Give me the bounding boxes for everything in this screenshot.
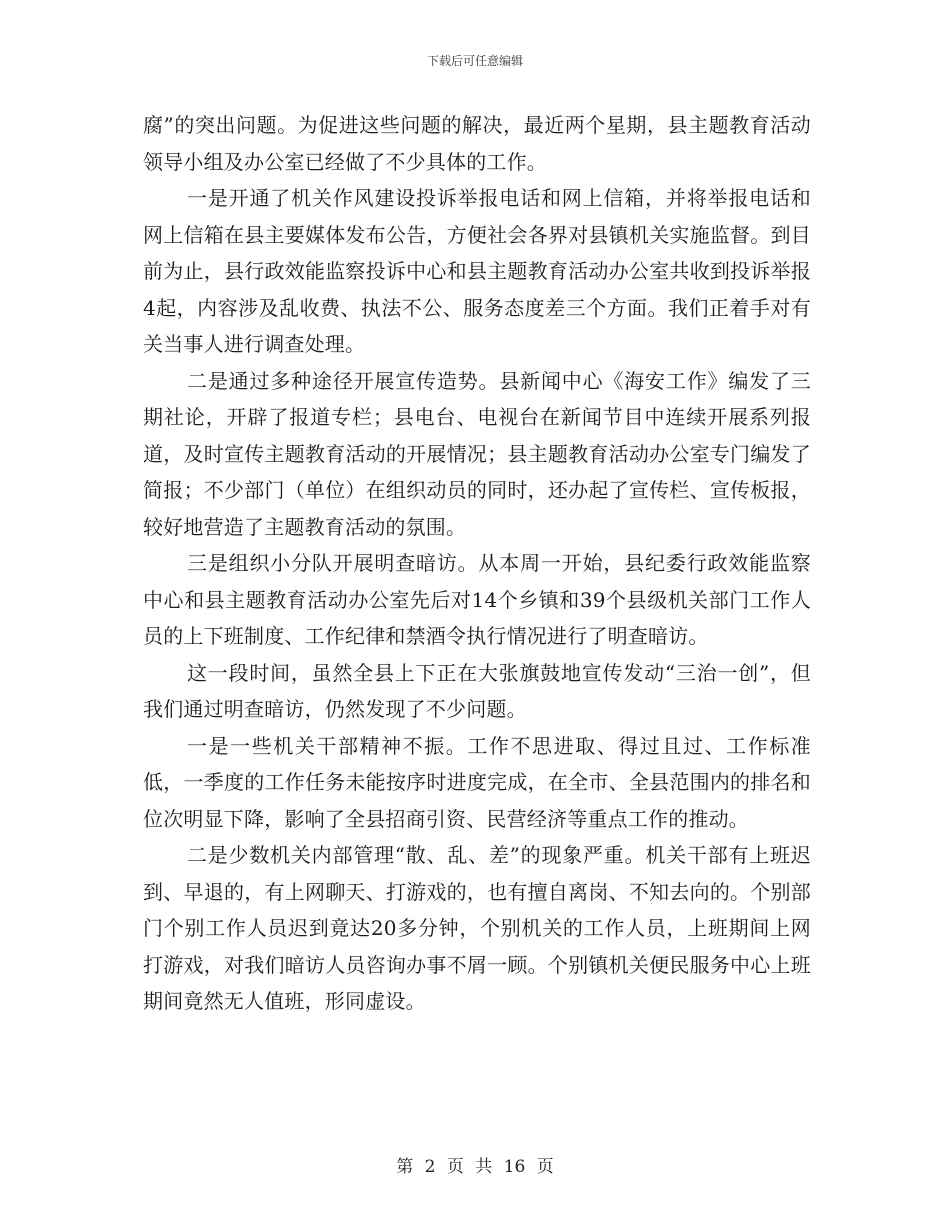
paragraph-1: 腐”的突出问题。为促进这些问题的解决，最近两个星期，县主题教育活动领导小组及办公室已经做了不少具体的工作。 <box>143 113 811 174</box>
paragraph-3: 二是通过多种途径开展宣传造势。县新闻中心《海安工作》编发了三期社论，开辟了报道专栏；县电台、电视台在新闻节目中连续开展系列报道，及时宣传主题教育活动的开展情况；县主题教育活动办公室专门编发了简报；不少部门（单位）在组织动员的同时，还办起了宣传栏、宣传板报，较好地营造了主题教育活动的氛围。 <box>143 368 811 539</box>
paragraph-2: 一是开通了机关作风建设投诉举报电话和网上信箱，并将举报电话和网上信箱在县主要媒体发布公告，方便社会各界对县镇机关实施监督。到目前为止，县行政效能监察投诉中心和县主题教育活动办公室共收到投诉举报4起，内容涉及乱收费、执法不公、服务态度差三个方面。我们正着手对有关当事人进行调查处理。 <box>143 186 811 356</box>
paragraph-7: 二是少数机关内部管理“散、乱、差”的现象严重。机关干部有上班迟到、早退的，有上网聊天、打游戏的，也有擅自离岗、不知去向的。个别部门个别工作人员迟到竟达20多分钟，个别机关的工作人员，上班期间上网打游戏，对我们暗访人员咨询办事不屑一顾。个别镇机关便民服务中心上班期间竟然无人值班，形同虚设。 <box>143 843 811 1013</box>
page-footer: 第 2 页 共 16 页 <box>396 1157 554 1177</box>
paragraph-4: 三是组织小分队开展明查暗访。从本周一开始，县纪委行政效能监察中心和县主题教育活动办公室先后对14个乡镇和39个县级机关部门工作人员的上下班制度、工作纪律和禁酒令执行情况进行了明查暗访。 <box>143 551 811 648</box>
document-body <box>143 107 811 1020</box>
page-header: 下载后可任意编辑 <box>426 54 523 68</box>
paragraph-6: 一是一些机关干部精神不振。工作不思进取、得过且过、工作标准低，一季度的工作任务未能按序时进度完成，在全市、全县范围内的排名和位次明显下降，影响了全县招商引资、民营经济等重点工作的推动。 <box>143 733 811 831</box>
paragraph-5: 这一段时间，虽然全县上下正在大张旗鼓地宣传发动“三治一创”，但我们通过明查暗访，仍然发现了不少问题。 <box>143 660 811 721</box>
